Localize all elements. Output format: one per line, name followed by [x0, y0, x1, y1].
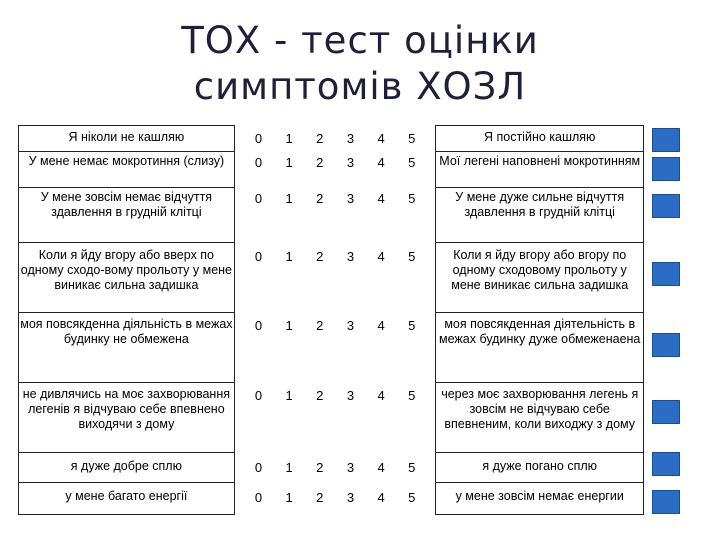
spacer: [427, 313, 436, 383]
question-row: [19, 453, 644, 483]
score-option[interactable]: 0: [254, 489, 263, 505]
score-option[interactable]: 1: [285, 154, 293, 170]
answer-box[interactable]: [652, 157, 680, 181]
left-statement: я дуже добре сплю: [19, 453, 235, 483]
score-option[interactable]: 4: [377, 248, 385, 264]
score-option[interactable]: 2: [316, 317, 324, 333]
question-row: [19, 383, 644, 453]
score-option[interactable]: 0: [254, 317, 263, 333]
answer-box[interactable]: [652, 128, 680, 152]
spacer: [234, 243, 243, 313]
spacer: [427, 243, 436, 313]
answer-box[interactable]: [652, 194, 680, 218]
question-row: [19, 243, 644, 313]
score-option[interactable]: 1: [285, 489, 293, 505]
spacer: [234, 152, 243, 188]
spacer: [234, 313, 243, 383]
score-option[interactable]: 1: [285, 317, 293, 333]
score-option[interactable]: 3: [346, 248, 355, 264]
spacer: [427, 383, 436, 453]
score-option[interactable]: 0: [254, 459, 263, 475]
score-option[interactable]: 2: [316, 387, 324, 403]
spacer: [234, 126, 243, 152]
score-option[interactable]: 0: [254, 248, 263, 264]
score-option[interactable]: 2: [316, 190, 324, 206]
title-line-1: ТОХ - тест оцінки: [181, 19, 539, 62]
cat-questionnaire-table: [18, 125, 644, 515]
left-statement: Я ніколи не кашляю: [19, 126, 235, 152]
score-option[interactable]: 5: [408, 489, 416, 505]
question-row: [19, 126, 644, 152]
score-option[interactable]: 4: [377, 489, 385, 505]
title-line-2: симптомів ХОЗЛ: [193, 65, 527, 108]
spacer: [427, 453, 436, 483]
score-option[interactable]: 4: [377, 130, 385, 146]
left-statement: не дивлячись на моє захворювання легенів я відчуваю себе впевнено виходячи з дому: [19, 383, 235, 453]
spacer: [234, 383, 243, 453]
answer-box[interactable]: [652, 490, 680, 514]
score-option[interactable]: 1: [285, 459, 293, 475]
score-option[interactable]: 0: [254, 387, 263, 403]
right-statement: У мене дуже сильне відчуття здавлення в грудній клітці: [436, 188, 644, 243]
spacer: [234, 188, 243, 243]
score-option[interactable]: 5: [408, 190, 416, 206]
score-option[interactable]: 2: [316, 248, 324, 264]
left-statement: У мене зовсім немає відчуття здавлення в грудній клітці: [19, 188, 235, 243]
score-option[interactable]: 3: [346, 489, 355, 505]
score-option[interactable]: 3: [346, 190, 355, 206]
score-option[interactable]: 3: [346, 317, 355, 333]
left-statement: У мене немає мокротиння (слизу): [19, 152, 235, 188]
spacer: [427, 483, 436, 515]
score-option[interactable]: 0: [254, 154, 263, 170]
score-option[interactable]: 5: [408, 248, 416, 264]
score-option[interactable]: 5: [408, 317, 416, 333]
question-row: [19, 483, 644, 515]
score-option[interactable]: 1: [285, 190, 293, 206]
score-option[interactable]: 5: [408, 154, 416, 170]
right-statement: моя повсякденная діятельність в межах будинку дуже обмеженаена: [436, 313, 644, 383]
score-option[interactable]: 4: [377, 459, 385, 475]
score-option[interactable]: 4: [377, 387, 385, 403]
score-option[interactable]: 5: [408, 459, 416, 475]
score-option[interactable]: 4: [377, 317, 385, 333]
score-option[interactable]: 3: [346, 459, 355, 475]
score-option[interactable]: 5: [408, 387, 416, 403]
spacer: [427, 152, 436, 188]
right-statement: Я постійно кашляю: [436, 126, 644, 152]
score-option[interactable]: 1: [285, 248, 293, 264]
score-option[interactable]: 3: [346, 130, 355, 146]
spacer: [427, 188, 436, 243]
score-option[interactable]: 2: [316, 154, 324, 170]
score-option[interactable]: 0: [254, 190, 263, 206]
answer-box[interactable]: [652, 452, 680, 476]
score-option[interactable]: 2: [316, 489, 324, 505]
right-statement: через моє захворювання легень я зовсім не відчуваю себе впевненим, коли виходжу з дому: [436, 383, 644, 453]
score-option[interactable]: 1: [285, 387, 293, 403]
answer-box[interactable]: [652, 400, 680, 424]
spacer: [234, 483, 243, 515]
spacer: [234, 453, 243, 483]
score-option[interactable]: 3: [346, 387, 355, 403]
score-option[interactable]: 3: [346, 154, 355, 170]
question-row: [19, 152, 644, 188]
score-option[interactable]: 1: [285, 130, 293, 146]
right-statement: у мене зовсім немає енергии: [436, 483, 644, 515]
left-statement: у мене багато енергії: [19, 483, 235, 515]
score-option[interactable]: 2: [316, 459, 324, 475]
right-statement: я дуже погано сплю: [436, 453, 644, 483]
answer-box[interactable]: [652, 262, 680, 286]
question-row: [19, 188, 644, 243]
left-statement: моя повсякденна діяльність в межах будинку не обмежена: [19, 313, 235, 383]
right-statement: Мої легені наповнені мокротинням: [436, 152, 644, 188]
score-option[interactable]: 5: [408, 130, 416, 146]
score-option[interactable]: 4: [377, 190, 385, 206]
score-option[interactable]: 0: [254, 130, 263, 146]
answer-box[interactable]: [652, 333, 680, 357]
page-title: [150, 18, 570, 110]
score-option[interactable]: 2: [316, 130, 324, 146]
spacer: [427, 126, 436, 152]
left-statement: Коли я йду вгору або вверх по одному сходо-вому прольоту у мене виникає сильна задишка: [19, 243, 235, 313]
score-option[interactable]: 4: [377, 154, 385, 170]
question-row: [19, 313, 644, 383]
right-statement: Коли я йду вгору або вгору по одному сходовому прольоту у мене виникає сильна задишка: [436, 243, 644, 313]
